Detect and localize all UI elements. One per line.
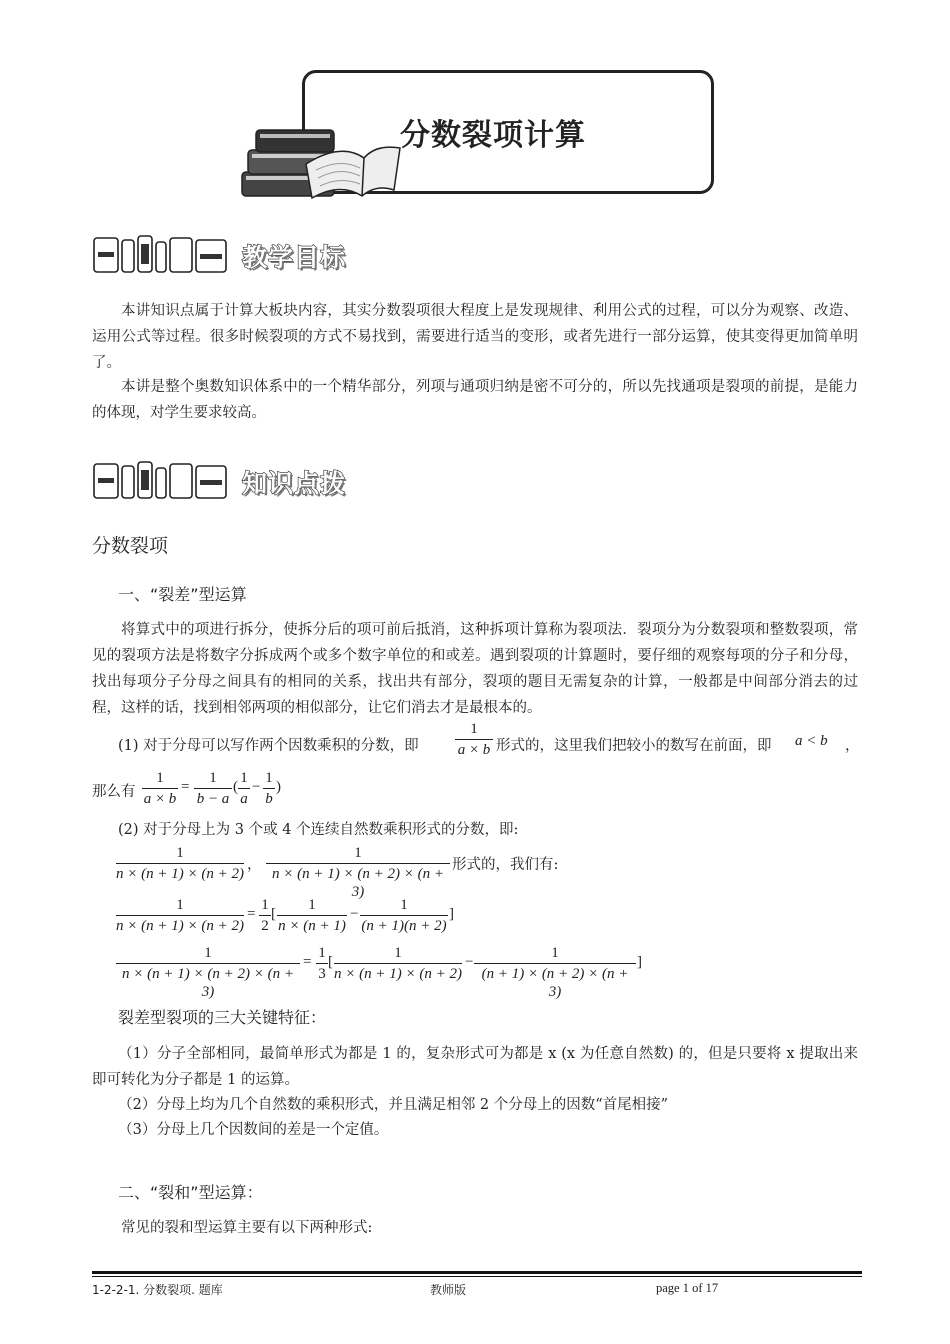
formula3-rbr: ] (637, 954, 642, 970)
item1-then-text: 那么有 (92, 784, 136, 800)
formula3-lhs: 1 n × (n + 1) × (n + 2) × (n + 3) (116, 944, 300, 1001)
section-title-knowledge: 知识点拨 (242, 469, 347, 498)
feature-3: （3）分母上几个因数间的差是一个定值。 (118, 1122, 389, 1138)
formula3-term2: 1 (n + 1) × (n + 2) × (n + 3) (474, 944, 636, 1001)
books-illustration (236, 124, 406, 206)
condition-a-less-b: a < b (795, 733, 828, 749)
footer-rule-thin (92, 1276, 862, 1277)
subheading-difference: 一、“裂差”型运算 (118, 585, 247, 604)
formula2-lbr: [ (271, 906, 276, 922)
item2-tail: 形式的，我们有: (452, 857, 559, 873)
form-4-factor: 1 n × (n + 1) × (n + 2) × (n + 3) (266, 844, 450, 901)
section-title-goal: 教学目标 (242, 243, 347, 272)
section-banner-goal (92, 232, 362, 276)
goal-paragraph-1: 本讲知识点属于计算大板块内容，其实分数裂项很大程度上是发现规律、利用公式的过程，可以分为观察、改造、运用公式等过程。很多时候裂项的方式不易找到，需要进行适当的变形，或者先进行一部分运算，使其变得更加简单明了。 (92, 303, 858, 371)
difference-paragraph: 将算式中的项进行拆分，使拆分后的项可前后抵消，这种拆项计算称为裂项法．裂项分为分数裂项和整数裂项，常见的裂项方法是将数字分拆成两个或多个数字单位的和或差。遇到裂项的计算题时，要仔细的观察每项的分子和分母，找出每项分子分母之间具有的相同的关系，找出共有部分，裂项的题目无需复杂的计算，一般都是中间部分消去的过程，这样的话，找到相邻两项的相似部分，让它们消去才是最根本的。 (92, 622, 858, 716)
formula1-eq: = (181, 779, 190, 795)
knowledge-heading: 分数裂项 (92, 535, 169, 557)
footer-rule (92, 1271, 862, 1274)
formula3-coef: 1 3 (316, 944, 328, 983)
banner-decoration-icon (92, 458, 232, 502)
feature-1: （1）分子全部相同，最简单形式为都是 1 的，复杂形式可为都是 x (x 为任意自然数) 的，但是只要将 x 提取出来即可转化为分子都是 1 的运算。 (92, 1046, 858, 1088)
feature-2: （2）分母上均为几个自然数的乘积形式，并且满足相邻 2 个分母上的因数“首尾相接” (118, 1097, 669, 1113)
footer-left: 1-2-2-1. 分数裂项. 题库 (92, 1283, 223, 1297)
formula2-lhs: 1 n × (n + 1) × (n + 2) (116, 897, 244, 934)
item1-middle-text: 形式的，这里我们把较小的数写在前面，即 (496, 738, 772, 754)
item1-text: (1) 对于分母可以写作两个因数乘积的分数，即 (118, 738, 419, 754)
formula2-minus: − (350, 906, 359, 922)
formula1-term-b: 1 b (263, 769, 275, 808)
formula1-lhs: 1 a × b (143, 770, 177, 807)
formula3-minus: − (465, 954, 474, 970)
fraction-1-over-ab: 1 a × b (455, 720, 493, 759)
section-banner-knowledge (92, 458, 362, 502)
formula2-rbr: ] (449, 906, 454, 922)
formula2-term2: 1 (n + 1)(n + 2) (361, 897, 447, 934)
formula2-coef: 1 2 (259, 896, 271, 935)
sum-paragraph: 常见的裂和型运算主要有以下两种形式: (121, 1220, 373, 1236)
formula1-coef: 1 b − a (194, 769, 232, 808)
formula1-term-a: 1 a (238, 769, 250, 808)
footer-page: page 1 of 17 (656, 1281, 719, 1295)
footer-center: 教师版 (430, 1283, 467, 1297)
banner-decoration-icon (92, 232, 232, 276)
page-title: 分数裂项计算 (400, 118, 586, 153)
formula3-term1: 1 n × (n + 1) × (n + 2) (334, 945, 462, 982)
formula1-lparen: ( (233, 779, 238, 795)
formula1-minus: − (252, 779, 261, 795)
item2-text: (2) 对于分母上为 3 个或 4 个连续自然数乘积形式的分数，即: (118, 822, 519, 838)
item1-tail: ， (845, 738, 860, 754)
formula2-eq: = (247, 906, 256, 922)
formula3-lbr: [ (328, 954, 333, 970)
subheading-sum: 二、“裂和”型运算： (118, 1183, 263, 1202)
form-3-factor: 1 n × (n + 1) × (n + 2) (116, 845, 244, 882)
form-comma: ， (247, 857, 262, 873)
formula1-rparen: ) (276, 779, 281, 795)
goal-paragraph-2: 本讲是整个奥数知识体系中的一个精华部分，列项与通项归纳是密不可分的，所以先找通项是裂项的前提，是能力的体现，对学生要求较高。 (92, 379, 858, 421)
features-heading: 裂差型裂项的三大关键特征： (118, 1008, 327, 1027)
formula2-term1: 1 n × (n + 1) (278, 897, 346, 934)
formula3-eq: = (303, 954, 312, 970)
